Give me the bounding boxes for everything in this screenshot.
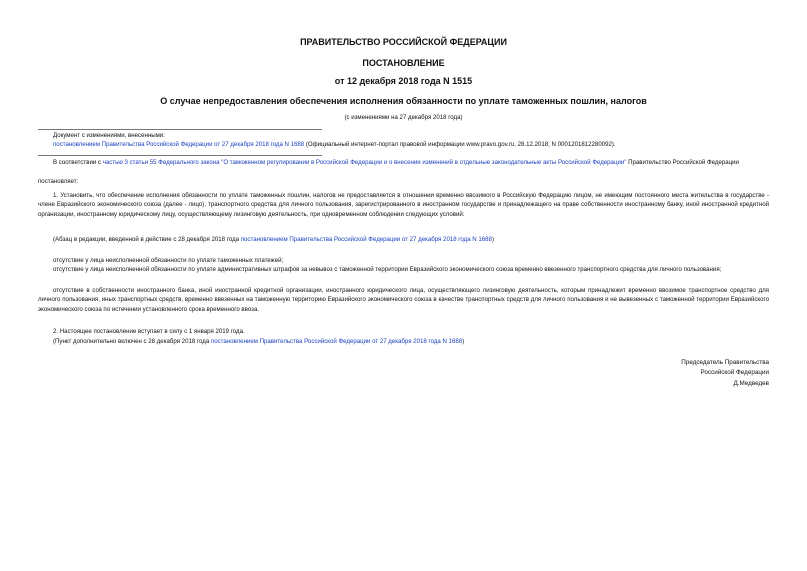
signature-name: Д.Медведев xyxy=(733,380,769,387)
changes-line xyxy=(53,140,616,149)
clause2-note xyxy=(53,337,769,346)
clause2-note-prefix: (Пункт дополнительно включен с 28 декабря 2018 года xyxy=(53,338,211,345)
divider-bottom xyxy=(38,155,322,156)
document-title: О случае непредоставления обеспечения исполнения обязанности по уплате таможенных пошлин, налогов xyxy=(160,96,647,106)
clause2-text: 2. Настоящее постановление вступает в силу с 1 января 2019 года. xyxy=(53,328,245,335)
divider-top xyxy=(38,129,322,130)
clause1-text: 1. Установить, что обеспечение исполнения обязанности по уплате таможенных пошлин, налогов не предоставляется в отношении временно ввозимого в Российскую Федерацию лицом, не имеющим постоянного места жительства в государстве - члене Евразийского экономического союза (далее - лицо), транспортного средства для личного пользования, зарегистрированного в иностранном государстве и принадлежащего на праве собственности иностранному банку, иной иностранной кредитной организации, иностранному юридическому лицу, осуществляющему лизинговую деятельность, при одновременном соблюдении следующих условий: xyxy=(38,192,769,218)
preamble-resolves: постановляет: xyxy=(38,178,79,185)
preamble-law-link[interactable]: частью 3 статьи 55 Федерального закона "О таможенном регулировании в Российской Федерации и о внесении изменений в отдельные законодательные акты Российской Федерации" xyxy=(102,159,627,166)
clause2-note-suffix: ) xyxy=(462,338,465,345)
preamble-intro: В соответствии с xyxy=(53,159,103,166)
condition-item: отсутствие у лица неисполненной обязанности по уплате таможенных платежей; xyxy=(53,257,284,264)
condition-item: отсутствие у лица неисполненной обязанности по уплате административных штрафов за невывоз с таможенной территории Евразийского экономического союза временно ввезенного транспортного средства для личного пользования; xyxy=(53,266,722,273)
changes-source: (Официальный интернет-портал правовой информации www.pravo.gov.ru, 28.12.2018, N 0001201812280092). xyxy=(304,141,616,148)
changes-link[interactable]: постановлением Правительства Российской Федерации от 27 декабря 2018 года N 1688 xyxy=(53,141,305,148)
signature-title: Председатель Правительства xyxy=(681,359,769,366)
preamble-paragraph xyxy=(38,158,769,167)
clause2-note-link[interactable]: постановлением Правительства Российской Федерации от 27 декабря 2018 года N 1688 xyxy=(210,338,463,345)
date-number: от 12 декабря 2018 года N 1515 xyxy=(334,76,473,86)
signature-country: Российской Федерации xyxy=(700,369,769,376)
government-heading: ПРАВИТЕЛЬСТВО РОССИЙСКОЙ ФЕДЕРАЦИИ xyxy=(300,37,507,47)
preamble-after: Правительство Российской Федерации xyxy=(626,159,739,166)
clause1-note-link[interactable]: постановлением Правительства Российской Федерации от 27 декабря 2018 года N 1688 xyxy=(240,236,492,243)
doc-type-heading: ПОСТАНОВЛЕНИЕ xyxy=(362,58,445,68)
clause1-note xyxy=(53,235,769,244)
condition-item: отсутствие в собственности иностранного банка, иной иностранной кредитной организации, иностранного юридического лица, осуществляющего лизинговую деятельность, которым принадлежит временно ввозимое транспортное средство для личного пользования, иных транспортных средств, временно ввезенных на таможенную территорию Евразийского экономического союза в качестве транспортных средств для личного пользования и не вывезенных с таможенной территории Евразийского экономического союза по истечении установленного срока временного ввоза. xyxy=(38,287,769,313)
clause1-note-prefix: (Абзац в редакции, введенной в действие с 28 декабря 2018 года xyxy=(53,236,241,243)
clause1-note-suffix: ) xyxy=(491,236,494,243)
revision-note: (с изменениями на 27 декабря 2018 года) xyxy=(344,114,463,121)
changes-label: Документ с изменениями, внесенными: xyxy=(53,132,165,139)
